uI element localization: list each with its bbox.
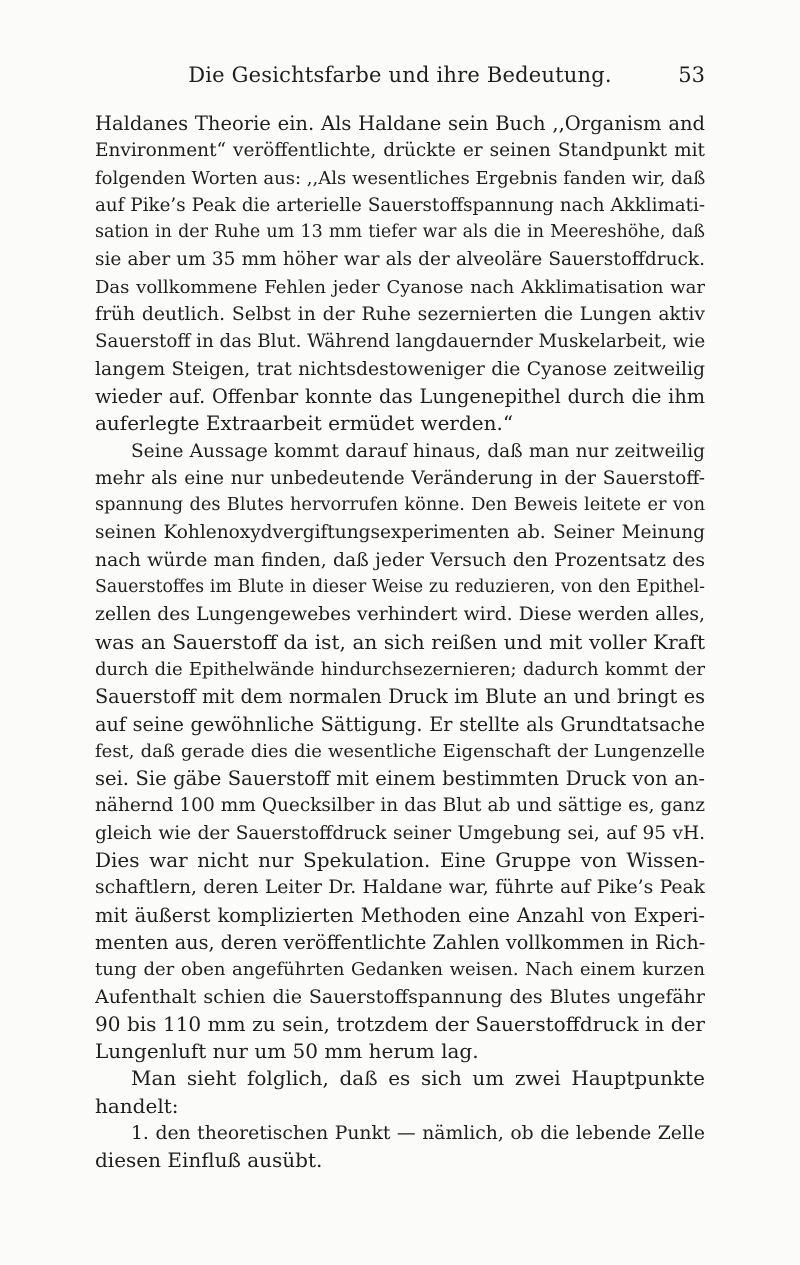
text-line: Seine Aussage kommt darauf hinaus, daß man nur zeitweilig (131, 440, 705, 462)
text-line: auf seine gewöhnliche Sättigung. Er stellte als Grundtatsache (95, 712, 705, 736)
text-line: auferlegte Extraarbeit ermüdet werden.“ (95, 411, 514, 436)
text-line: was an Sauerstoff da ist, an sich reißen und mit voller Kraft (95, 629, 705, 654)
text-line: folgenden Worten aus: ,,Als wesentliches Ergebnis fanden wir, daß (95, 167, 705, 189)
text-line: sie aber um 35 mm höher war als der alveoläre Sauerstoffdruck. (95, 249, 705, 271)
paragraph (95, 110, 705, 438)
text-line: sei. Sie gäbe Sauerstoff mit einem bestimmten Druck von an- (95, 767, 705, 791)
text-line: wieder auf. Offenbar konnte das Lungenepithel durch die ihm (95, 384, 705, 408)
text-line: nach würde man finden, daß jeder Versuch den Prozentsatz des (95, 549, 705, 571)
text-line: menten aus, deren veröffentlichte Zahlen vollkommen in Rich- (95, 930, 705, 954)
text-line: sation in der Ruhe um 13 mm tiefer war als die in Meereshöhe, daß (95, 222, 705, 243)
text-line: tung der oben angeführten Gedanken weisen. Nach einem kurzen (95, 959, 705, 981)
text-line: Haldanes Theorie ein. Als Haldane sein Buch ,,Organism and (95, 112, 705, 135)
text-line: 90 bis 110 mm zu sein, trotzdem der Sauerstoffdruck in der (95, 1011, 705, 1036)
page-header (95, 63, 705, 93)
text-line: früh deutlich. Selbst in der Ruhe sezernierten die Lungen aktiv (95, 304, 705, 326)
text-line: Lungenluft nur um 50 mm herum lag. (95, 1039, 479, 1064)
text-line: gleich wie der Sauerstoffdruck seiner Umgebung sei, auf 95 vH. (95, 822, 705, 844)
text-line: fest, daß gerade dies die wesentliche Eigenschaft der Lungenzelle (95, 740, 705, 762)
text-line: Man sieht folglich, daß es sich um zwei Hauptpunkte (131, 1066, 705, 1091)
text-line: mit äußerst komplizierten Methoden eine Anzahl von Experi- (95, 903, 705, 927)
paragraph (95, 1065, 705, 1120)
text-line: Aufenthalt schien die Sauerstoffspannung des Blutes ungefähr (95, 985, 705, 1008)
paragraph (95, 1120, 705, 1175)
text-line: handelt: (95, 1093, 179, 1118)
text-line: diesen Einfluß ausübt. (95, 1148, 323, 1173)
text-line: Das vollkommene Fehlen jeder Cyanose nach Akklimatisation war (95, 276, 705, 298)
text-line: langem Steigen, trat nichtsdestoweniger die Cyanose zeitweilig (95, 358, 705, 380)
text-line: schaftlern, deren Leiter Dr. Haldane war, führte auf Pike’s Peak (95, 877, 705, 899)
running-head: Die Gesichtsfarbe und ihre Bedeutung. (188, 63, 612, 87)
text-line: auf Pike’s Peak die arterielle Sauerstoffspannung nach Akklimati- (95, 194, 705, 216)
text-line: zellen des Lungengewebes verhindert wird. Diese werden alles, (95, 604, 705, 626)
paragraph (95, 438, 705, 1066)
text-line: nähernd 100 mm Quecksilber in das Blut ab und sättige es, ganz (95, 795, 705, 817)
page-number: 53 (678, 63, 705, 87)
text-line: Dies war nicht nur Spekulation. Eine Gruppe von Wissen- (95, 848, 705, 873)
body-text (95, 110, 705, 1175)
text-line: Sauerstoff mit dem normalen Druck im Blute an und bringt es (95, 685, 705, 709)
text-line: seinen Kohlenoxydvergiftungsexperimenten ab. Seiner Meinung (95, 522, 705, 544)
text-line: Sauerstoffes im Blute in dieser Weise zu reduzieren, von den Epithel- (95, 577, 705, 598)
text-line: spannung des Blutes hervorrufen könne. Den Beweis leitete er von (95, 495, 705, 516)
text-line: 1. den theoretischen Punkt — nämlich, ob die lebende Zelle (131, 1122, 705, 1144)
text-line: Environment“ veröffentlichte, drückte er seinen Standpunkt mit (95, 140, 705, 162)
text-line: mehr als eine nur unbedeutende Veränderung in der Sauerstoff- (95, 467, 705, 489)
text-line: durch die Epithelwände hindurchsezernieren; dadurch kommt der (95, 658, 705, 680)
text-line: Sauerstoff in das Blut. Während langdauernder Muskelarbeit, wie (95, 331, 705, 353)
